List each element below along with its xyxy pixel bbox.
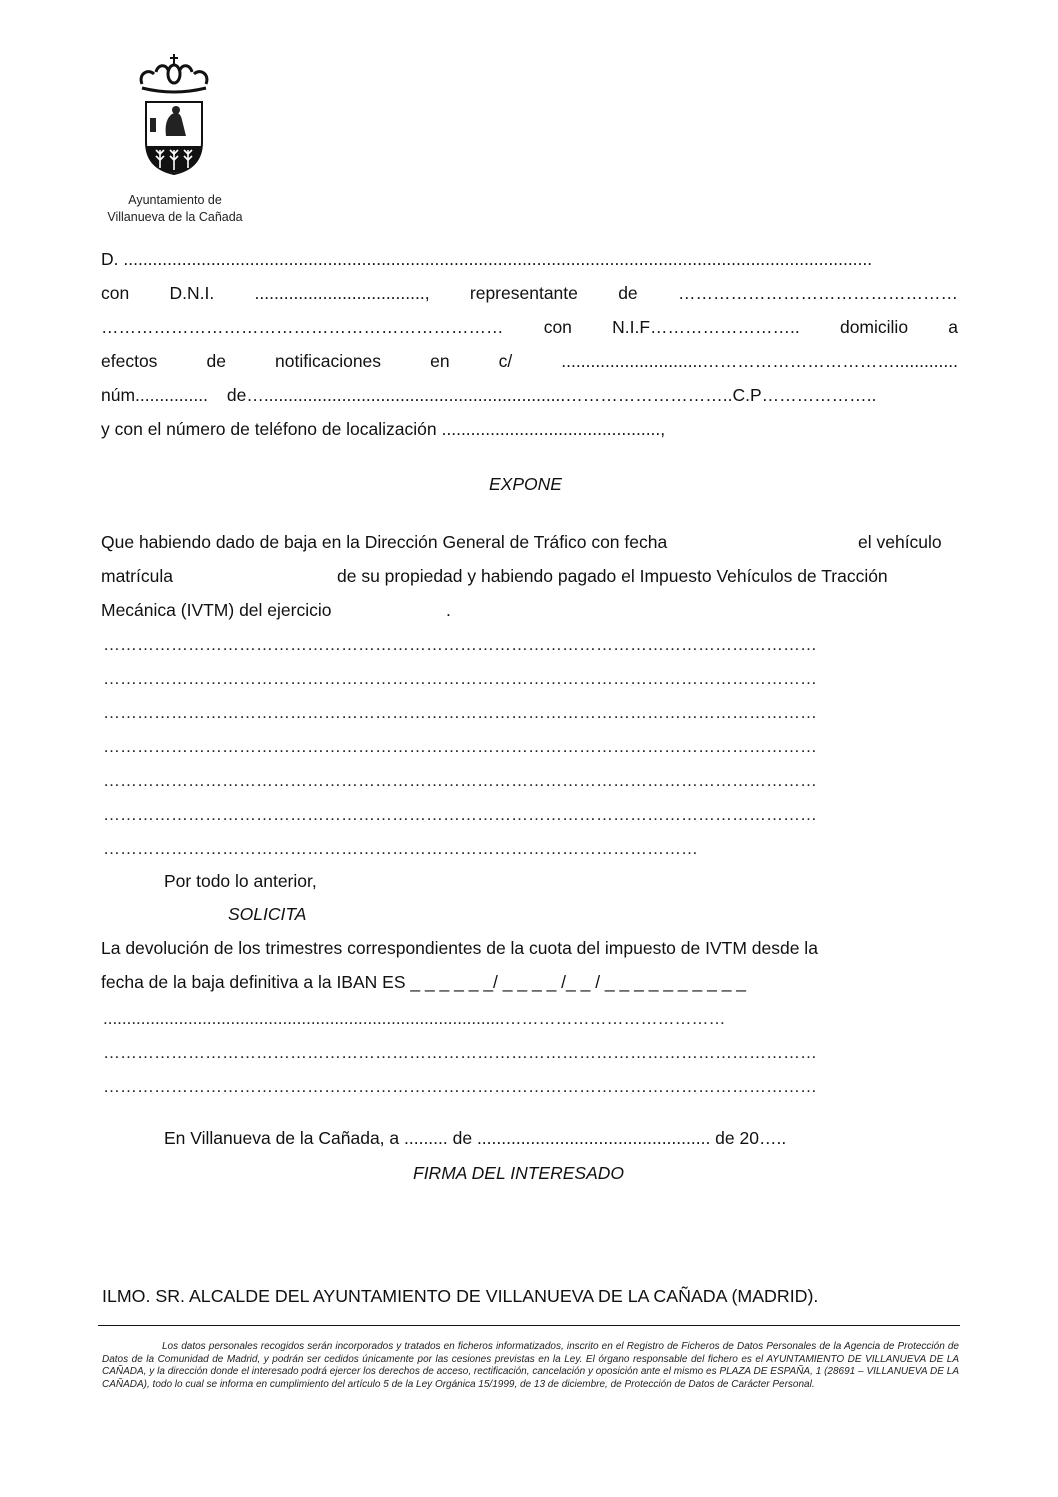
expone-field-5[interactable]: ……………………………………………………………………………………………………………… xyxy=(103,771,817,790)
solicita-line-1: La devolución de los trimestres correspondientes de la cuota del impuesto de IVTM desde la xyxy=(101,938,818,958)
expone-field-1[interactable]: ……………………………………………………………………………………………………………… xyxy=(103,635,817,654)
line-address xyxy=(101,350,958,372)
label-de-2: de xyxy=(206,351,226,371)
expone-line-2 xyxy=(101,565,173,587)
represented-field-cont[interactable]: …………………………………………………………… xyxy=(101,317,504,337)
label-con-nif: con xyxy=(543,317,572,337)
solicita-field-2[interactable]: ……………………………………………………………………………………………………………… xyxy=(103,1043,817,1062)
solicita-field-1[interactable]: .....................................................................................………………………………… xyxy=(103,1009,726,1028)
expone-text-3b: . xyxy=(446,600,451,620)
municipal-logo xyxy=(100,50,260,230)
line-nif xyxy=(101,316,958,338)
expone-line-1b xyxy=(858,531,942,553)
label-efectos: efectos xyxy=(101,351,158,371)
city-cp-field[interactable]: de…..............................................................………………………..C.P……………….. xyxy=(226,385,877,405)
label-representante: representante xyxy=(469,283,578,303)
expone-field-7[interactable]: …………………………………………………………………………………………… xyxy=(103,839,698,858)
nif-field[interactable]: N.I.F…………………….. xyxy=(612,317,800,337)
label-en: en xyxy=(430,351,450,371)
label-dni: D.N.I. xyxy=(169,283,215,303)
footer-divider xyxy=(98,1325,960,1326)
expone-text-2b: de su propiedad y habiendo pagado el Impuesto Vehículos de Tracción xyxy=(337,566,888,586)
expone-field-2[interactable]: ……………………………………………………………………………………………………………… xyxy=(103,669,817,688)
expone-line-3b xyxy=(446,599,451,621)
solicita-iban-line xyxy=(101,971,746,993)
expone-field-6[interactable]: ……………………………………………………………………………………………………………… xyxy=(103,805,817,824)
iban-field[interactable]: fecha de la baja definitiva a la IBAN ES _ _ _ _ _ _/ _ _ _ _ /_ _ / _ _ _ _ _ _ _ _ _ _ xyxy=(101,972,747,992)
line-dni xyxy=(101,282,958,304)
addressee: ILMO. SR. ALCALDE DEL AYUNTAMIENTO DE VILLANUEVA DE LA CAÑADA (MADRID). xyxy=(102,1286,819,1306)
label-domicilio: domicilio xyxy=(839,317,909,337)
line-name xyxy=(101,248,872,270)
line-number-city xyxy=(101,384,876,406)
expone-text-1b: el vehículo xyxy=(858,532,942,552)
logo-caption-line-1: Ayuntamiento de xyxy=(128,193,222,207)
label-a: a xyxy=(948,317,958,337)
expone-heading: EXPONE xyxy=(489,474,562,494)
expone-field-3[interactable]: ……………………………………………………………………………………………………………… xyxy=(103,703,817,722)
phone-field[interactable]: y con el número de teléfono de localización ............................................., xyxy=(101,419,666,439)
label-calle: c/ xyxy=(498,351,513,371)
logo-caption-line-2: Villanueva de la Cañada xyxy=(107,210,243,224)
place-date-line[interactable]: En Villanueva de la Cañada, a ......... de ................................................ de 20….. xyxy=(164,1128,787,1148)
privacy-notice: Los datos personales recogidos serán incorporados y tratados en ficheros informatizados, inscrito en el Registro de Ficheros de Datos Personales de la Agencia de Protección de Datos de la Comunidad de Madrid, y podrán ser cedidos únicamente por las cesiones previstas en la Ley. El órgano responsable del fichero es el AYUNTAMIENTO DE VILLANUEVA DE LA CAÑADA, y la dirección donde el interesado podrá ejercer los derechos de acceso, rectificación, cancelación y oposición ante el mismo es PLAZA DE ESPAÑA, 1 (28691 – VILLANUEVA DE LA CAÑADA), todo lo cual se informa en cumplimiento del artículo 5 de la Ley Orgánica 15/1999, de 13 de diciembre, de Protección de Datos de Carácter Personal. xyxy=(102,1341,959,1390)
solicita-field-3[interactable]: ……………………………………………………………………………………………………………… xyxy=(103,1077,817,1096)
expone-text-1a: Que habiendo dado de baja en la Dirección General de Tráfico con fecha xyxy=(101,532,668,552)
label-d: D. xyxy=(101,249,119,269)
expone-text-3a: Mecánica (IVTM) del ejercicio xyxy=(101,600,332,620)
expone-line-2b xyxy=(337,565,888,587)
line-phone xyxy=(101,418,665,440)
signature-label: FIRMA DEL INTERESADO xyxy=(413,1163,625,1183)
number-field[interactable]: núm............... xyxy=(101,385,208,405)
expone-field-4[interactable]: ……………………………………………………………………………………………………………… xyxy=(103,737,817,756)
expone-line-3 xyxy=(101,599,331,621)
logo-caption xyxy=(100,192,250,226)
solicita-intro: Por todo lo anterior, xyxy=(164,871,317,891)
represented-field[interactable]: ………………………………………… xyxy=(677,283,958,303)
solicita-heading: SOLICITA xyxy=(228,904,307,924)
label-con: con xyxy=(101,283,130,303)
coat-of-arms-icon xyxy=(136,50,216,180)
label-de: de xyxy=(618,283,638,303)
expone-text-2a: matrícula xyxy=(101,566,173,586)
name-field[interactable]: .......................................................................................................................................................... xyxy=(123,249,873,269)
street-field[interactable]: .............................……………………………............. xyxy=(561,351,958,371)
label-notificaciones: notificaciones xyxy=(275,351,382,371)
dni-field[interactable]: ..................................., xyxy=(254,283,430,303)
expone-line-1 xyxy=(101,531,667,553)
